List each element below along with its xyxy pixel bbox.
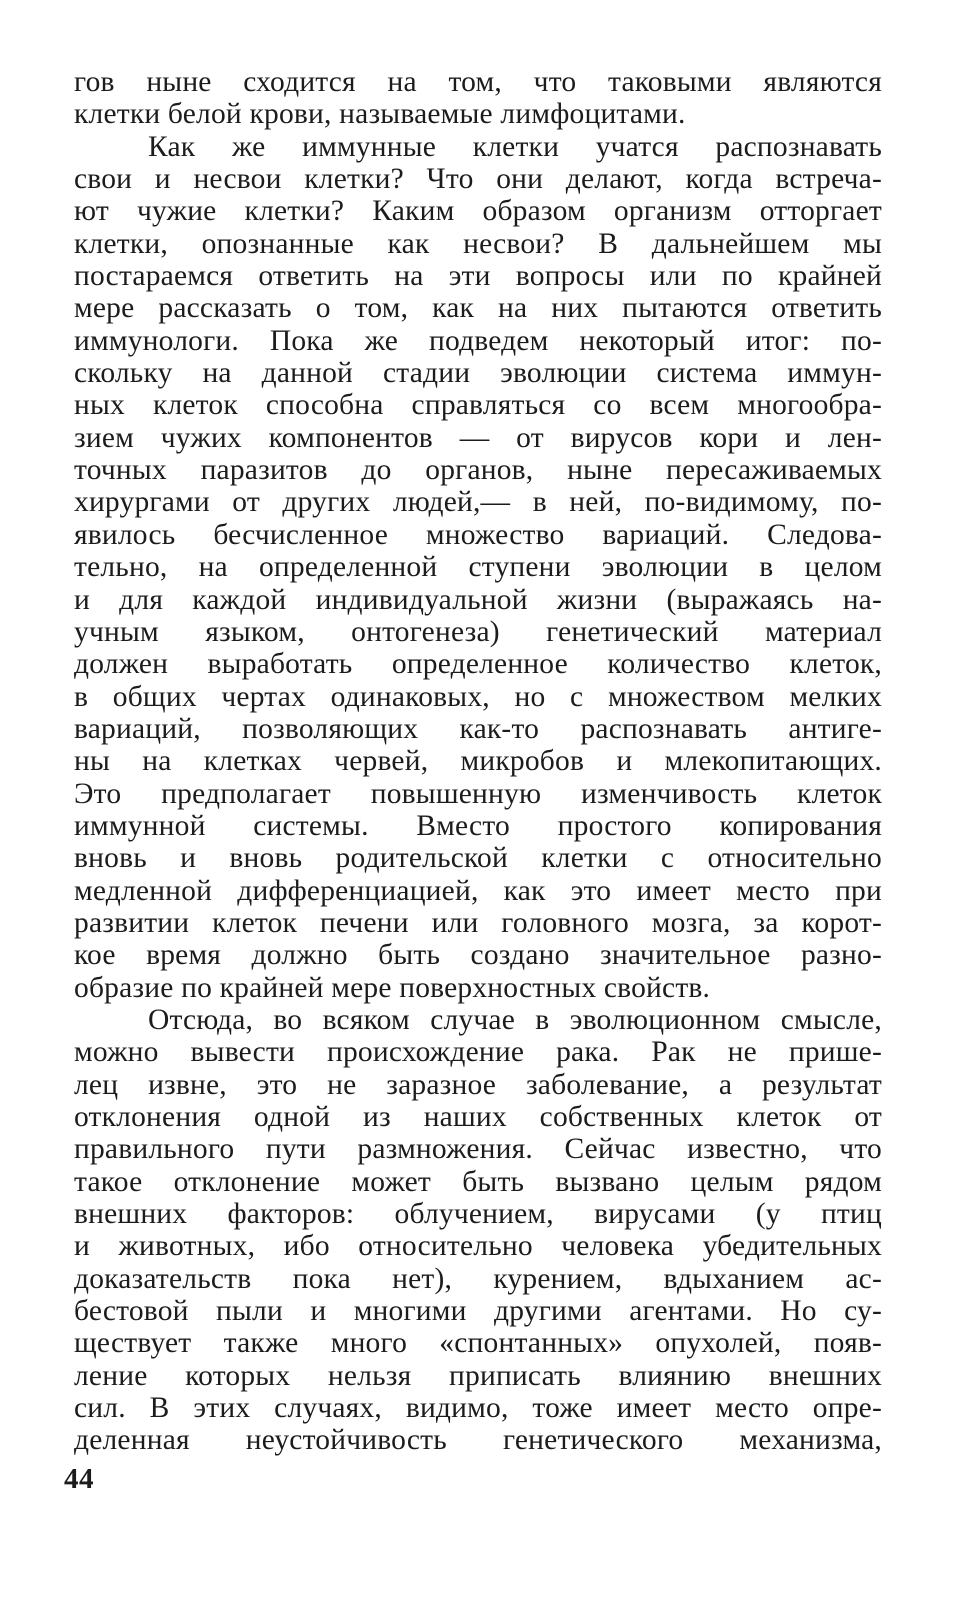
text-line: отклонения одной из наших собственных клеток от [74,1101,882,1133]
text-line: кое время должно быть создано значительное разно- [74,939,882,972]
text-line: скольку на данной стадии эволюции система иммун- [74,357,882,390]
text-line: правильного пути размножения. Сейчас известно, что [74,1133,882,1166]
page-number: 44 [64,1463,94,1495]
text-line: свои и несвои клетки? Что они делают, когда встреча- [74,163,882,196]
text-line: вновь и вновь родительской клетки с относительно [74,842,882,875]
text-line: иммунологи. Пока же подведем некоторый итог: по- [74,324,882,357]
text-line: и животных, ибо относительно человека убедительных [74,1230,882,1263]
text-line: должен выработать определенное количество клеток, [74,648,882,681]
text-line: клетки белой крови, называемые лимфоцитами. [74,98,686,131]
text-line: ных клеток способна справляться со всем многообра- [74,389,882,422]
text-line: ют чужие клетки? Каким образом организм отторгает [74,195,882,228]
text-line: развитии клеток печени или головного мозга, за корот- [74,906,882,939]
text-line: Это предполагает повышенную изменчивость клеток [74,777,882,810]
text-line: клетки, опознанные как несвои? В дальнейшем мы [74,227,882,260]
text-line: лец извне, это не заразное заболевание, а результат [74,1068,882,1101]
text-line: иммунной системы. Вместо простого копирования [74,809,882,842]
text-line: бестовой пыли и многими другими агентами. Но су- [74,1295,882,1328]
text-line: деленная неустойчивость генетического механизма, [74,1424,882,1457]
text-line: внешних факторов: облучением, вирусами (у птиц [74,1198,882,1231]
text-line: хирургами от других людей,— в ней, по-видимому, по- [74,486,882,519]
body-text [74,66,882,1457]
text-line: ществует также много «спонтанных» опухолей, появ- [74,1327,882,1360]
text-line: вариаций, позволяющих как-то распознавать антиге- [74,712,882,745]
text-line: учным языком, онтогенеза) генетический материал [74,615,882,648]
text-line: Отсюда, во всяком случае в эволюционном смысле, [148,1003,882,1036]
text-line: и для каждой индивидуальной жизни (выражаясь на- [74,583,882,616]
text-line: в общих чертах одинаковых, но с множеством мелких [74,680,882,713]
text-line: образие по крайней мере поверхностных свойств. [74,971,711,1004]
text-line: медленной дифференциацией, как это имеет место при [74,874,882,907]
text-line: точных паразитов до органов, ныне пересаживаемых [74,454,882,487]
text-line: можно вывести происхождение рака. Рак не прише- [74,1036,882,1069]
text-line: такое отклонение может быть вызвано целым рядом [74,1165,882,1198]
text-line: ны на клетках червей, микробов и млекопитающих. [74,745,882,778]
text-line: ление которых нельзя приписать влиянию внешних [74,1359,882,1392]
text-line: доказательств пока нет), курением, вдыханием ас- [74,1262,882,1295]
text-line: явилось бесчисленное множество вариаций. Следова- [74,518,882,551]
text-line: Как же иммунные клетки учатся распознавать [148,130,882,163]
text-line: мере рассказать о том, как на них пытаются ответить [74,292,882,325]
text-line: постараемся ответить на эти вопросы или по крайней [74,260,882,293]
text-line: тельно, на определенной ступени эволюции в целом [74,551,882,584]
text-line: зием чужих компонентов — от вирусов кори и лен- [74,421,882,454]
text-line: сил. В этих случаях, видимо, тоже имеет место опре- [74,1392,882,1425]
text-line: гов ныне сходится на том, что таковыми являются [74,66,882,98]
